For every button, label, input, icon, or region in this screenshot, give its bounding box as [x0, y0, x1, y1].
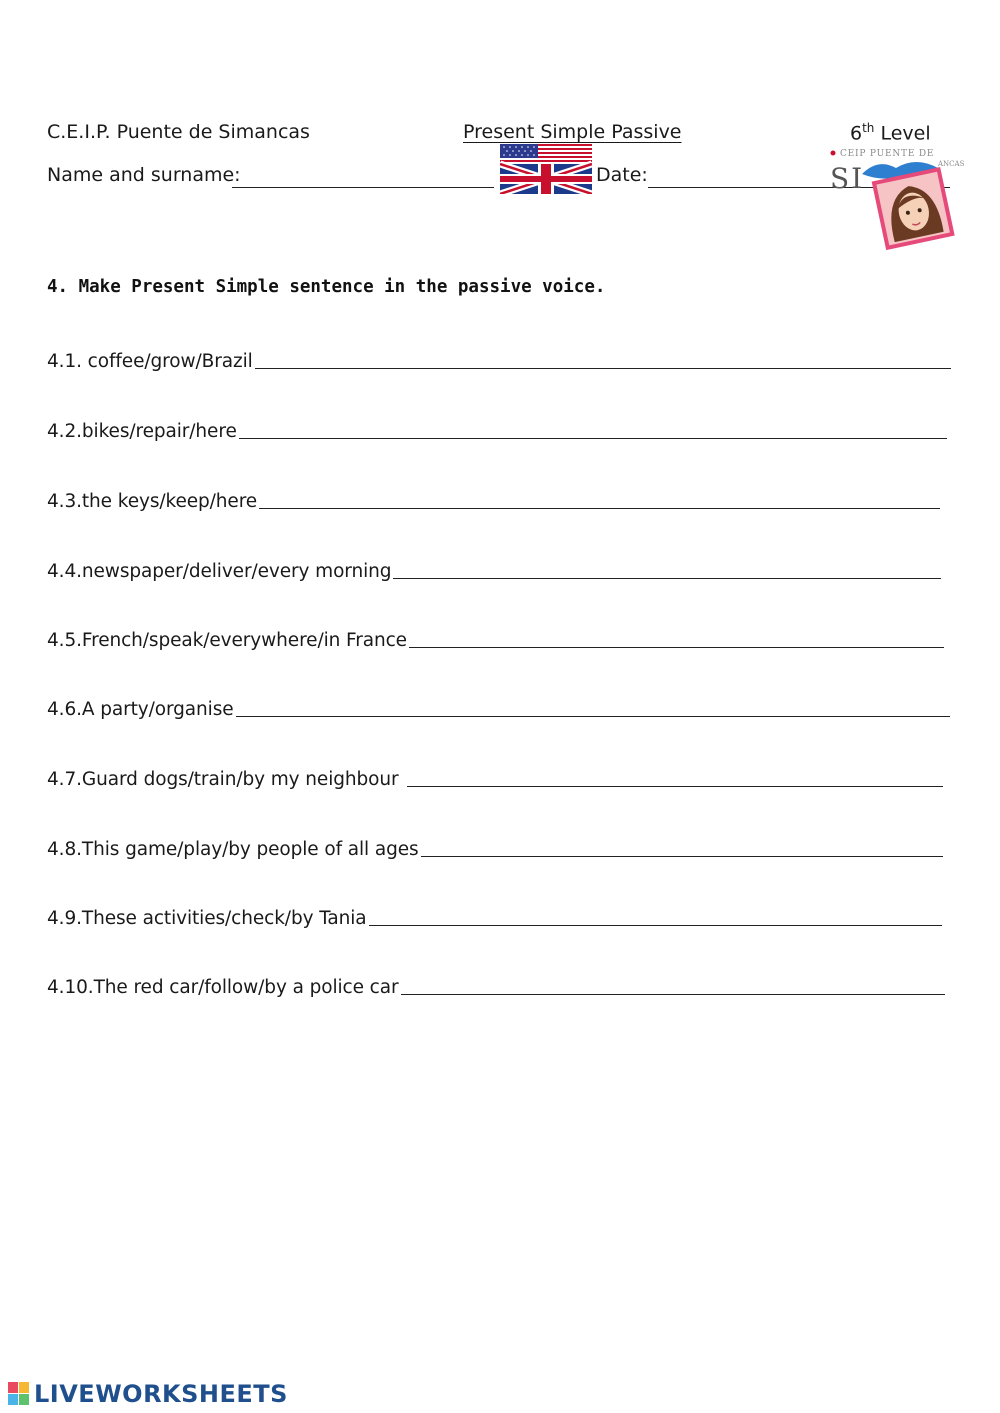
level-number: 6	[850, 122, 863, 145]
liveworksheets-logo-icon	[8, 1382, 30, 1406]
exercise-row	[47, 412, 947, 442]
exercise-row	[47, 482, 940, 512]
answer-line[interactable]	[409, 647, 944, 648]
exercise-prompt: 4.2.bikes/repair/here	[47, 421, 237, 442]
exercise-row	[47, 552, 941, 582]
footer-brand-text: LIVEWORKSHEETS	[34, 1380, 288, 1408]
exercise-row	[47, 830, 943, 860]
instruction-heading: 4. Make Present Simple sentence in the passive voice.	[47, 277, 606, 297]
answer-line[interactable]	[255, 368, 951, 369]
answer-line[interactable]	[421, 856, 943, 857]
answer-line[interactable]	[407, 786, 943, 787]
exercise-prompt: 4.8.This game/play/by people of all ages	[47, 839, 419, 860]
exercise-prompt: 4.6.A party/organise	[47, 699, 234, 720]
exercise-row	[47, 899, 942, 929]
exercise-prompt: 4.9.These activities/check/by Tania	[47, 908, 367, 929]
logo-top-text: CEIP PUENTE DE	[840, 149, 935, 159]
school-name: C.E.I.P. Puente de Simancas	[47, 121, 310, 143]
answer-line[interactable]	[259, 508, 940, 509]
footer-branding	[8, 1380, 288, 1408]
answer-line[interactable]	[239, 438, 947, 439]
logo-side-text: ANCAS	[938, 160, 965, 168]
exercise-row	[47, 968, 945, 998]
exercise-row	[47, 621, 944, 651]
date-label: Date:	[596, 164, 648, 186]
name-label: Name and surname:	[47, 164, 241, 186]
exercise-prompt: 4.7.Guard dogs/train/by my neighbour	[47, 769, 399, 790]
exercise-prompt: 4.5.French/speak/everywhere/in France	[47, 630, 407, 651]
level-suffix: th	[862, 121, 875, 135]
level-label	[850, 121, 931, 144]
answer-line[interactable]	[401, 994, 946, 995]
logo-big-letters: SI	[830, 162, 865, 195]
exercise-prompt: 4.3.the keys/keep/here	[47, 491, 258, 512]
exercise-row	[47, 690, 950, 720]
worksheet-title: Present Simple Passive	[463, 121, 682, 143]
exercise-row	[47, 342, 951, 372]
school-logo	[826, 146, 966, 250]
exercise-prompt: 4.10.The red car/follow/by a police car	[47, 977, 399, 998]
uk-flag-icon	[500, 164, 592, 194]
flags-image	[500, 144, 592, 194]
level-word: Level	[880, 122, 931, 145]
answer-line[interactable]	[369, 925, 943, 926]
exercise-row	[47, 760, 943, 790]
exercise-prompt: 4.1. coffee/grow/Brazil	[47, 351, 253, 372]
exercise-prompt: 4.4.newspaper/deliver/every morning	[47, 561, 392, 582]
answer-line[interactable]	[236, 716, 950, 717]
name-field[interactable]	[232, 187, 494, 188]
answer-line[interactable]	[393, 578, 941, 579]
girl-avatar-icon	[872, 167, 955, 250]
